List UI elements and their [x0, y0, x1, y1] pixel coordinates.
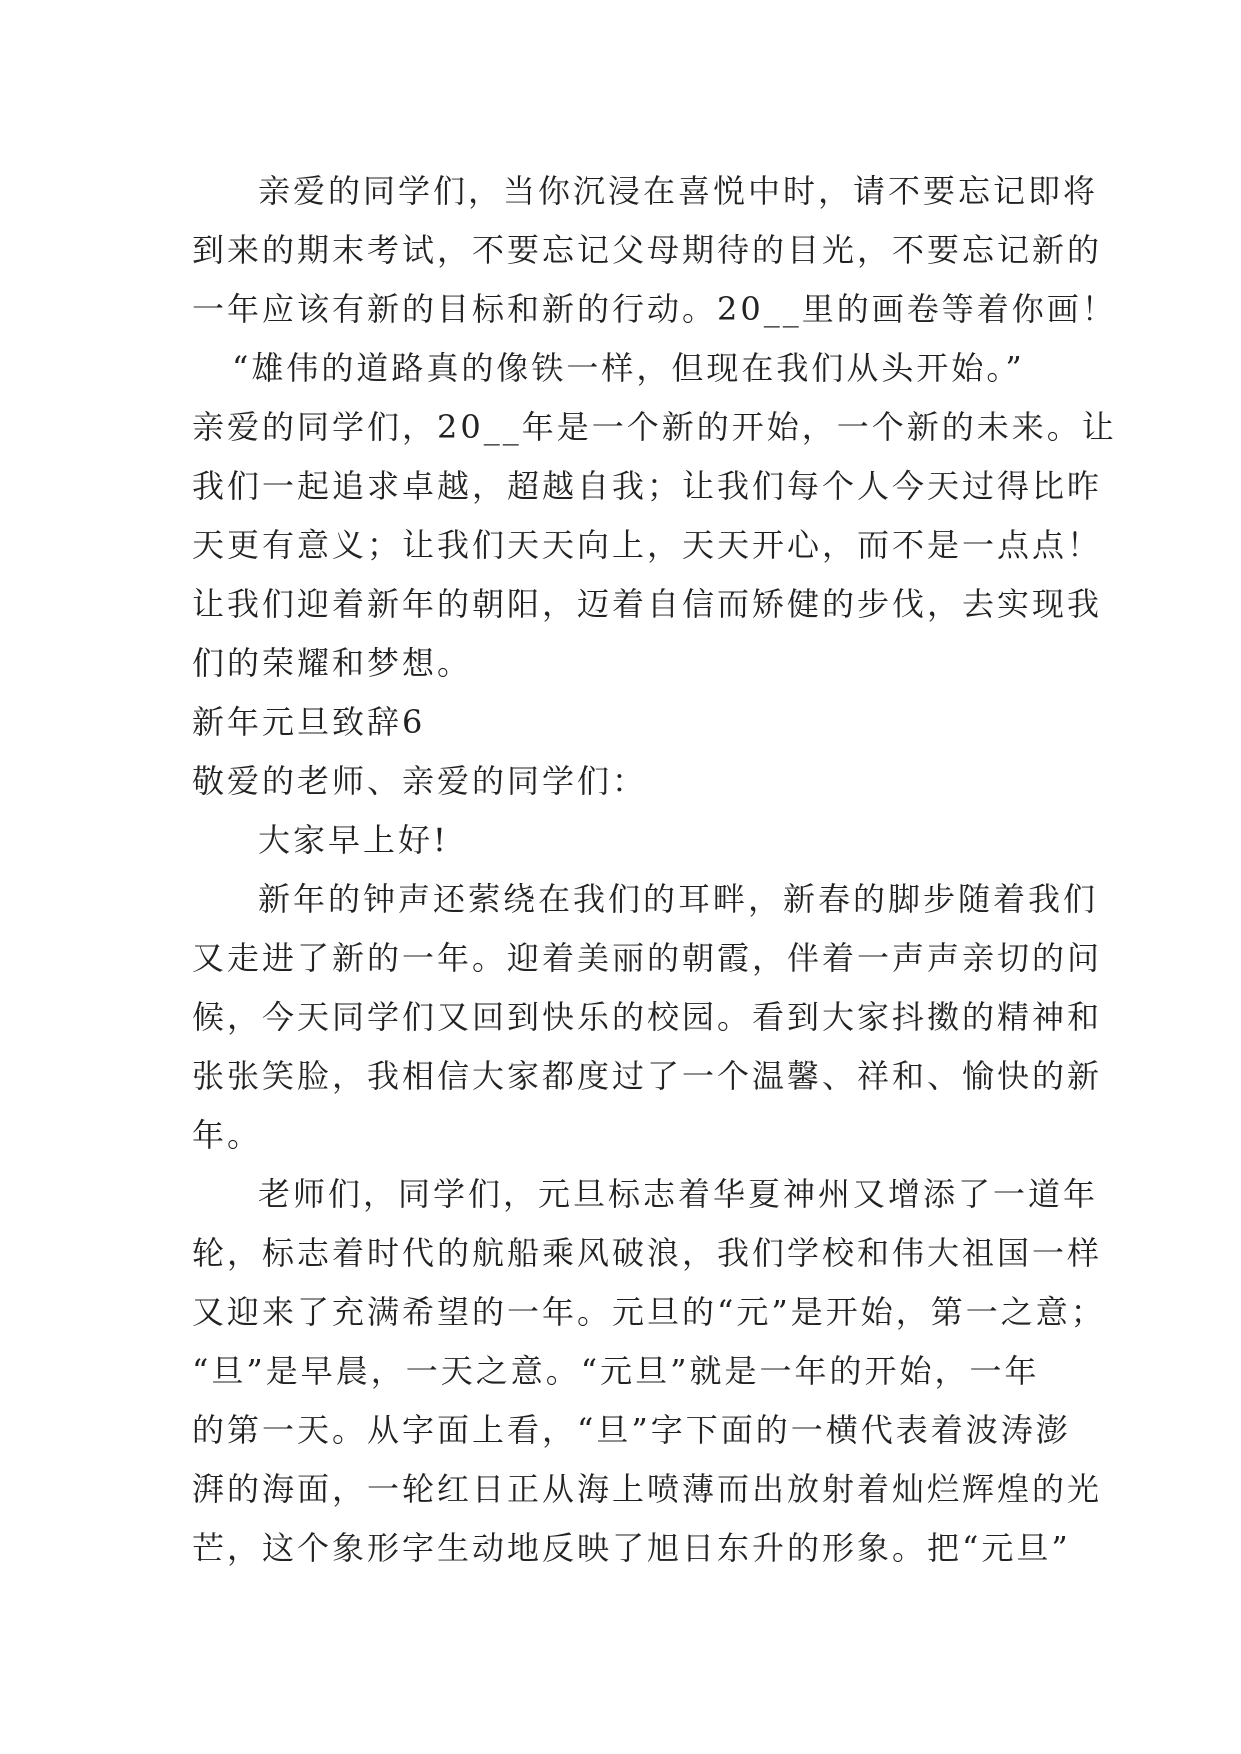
text-line: 亲爱的同学们，当你沉浸在喜悦中时，请不要忘记即将 [258, 172, 1099, 210]
text-line: 芒，这个象形字生动地反映了旭日东升的形象。把“元旦” [192, 1529, 1071, 1567]
text-line: “雄伟的道路真的像铁一样，但现在我们从头开始。” [232, 349, 1025, 387]
greeting: 大家早上好! [258, 821, 449, 859]
text-line: 年。 [192, 1116, 263, 1154]
text-line: 候，今天同学们又回到快乐的校园。看到大家抖擞的精神和 [192, 998, 1103, 1036]
text-line: 们的荣耀和梦想。 [192, 644, 473, 682]
text-line: 亲爱的同学们，20__年是一个新的开始，一个新的未来。让 [192, 408, 1117, 446]
text-line: 让我们迎着新年的朝阳，迈着自信而矫健的步伐，去实现我 [192, 585, 1103, 623]
text-line: “旦”是早晨，一天之意。“元旦”就是一年的开始，一年 [192, 1352, 1040, 1390]
text-line: 张张笑脸，我相信大家都度过了一个温馨、祥和、愉快的新 [192, 1057, 1103, 1095]
text-line: 一年应该有新的目标和新的行动。20__里的画卷等着你画！ [192, 290, 1117, 328]
text-line: 到来的期末考试，不要忘记父母期待的目光，不要忘记新的 [192, 231, 1103, 269]
text-line: 又迎来了充满希望的一年。元旦的“元”是开始，第一之意； [192, 1293, 1106, 1331]
text-line: 天更有意义；让我们天天向上，天天开心，而不是一点点！ [192, 526, 1103, 564]
document-body [192, 162, 1117, 1578]
text-line: 湃的海面，一轮红日正从海上喷薄而出放射着灿烂辉煌的光 [192, 1470, 1103, 1508]
text-line: 老师们，同学们，元旦标志着华夏神州又增添了一道年 [258, 1175, 1099, 1213]
text-line: 又走进了新的一年。迎着美丽的朝霞，伴着一声声亲切的问 [192, 939, 1103, 977]
text-line: 的第一天。从字面上看，“旦”字下面的一横代表着波涛澎 [192, 1411, 1071, 1449]
salutation: 敬爱的老师、亲爱的同学们： [192, 762, 648, 800]
text-line: 我们一起追求卓越，超越自我；让我们每个人今天过得比昨 [192, 467, 1103, 505]
text-line: 新年的钟声还萦绕在我们的耳畔，新春的脚步随着我们 [258, 880, 1099, 918]
section-heading: 新年元旦致辞6 [192, 703, 426, 741]
text-line: 轮，标志着时代的航船乘风破浪，我们学校和伟大祖国一样 [192, 1234, 1103, 1272]
